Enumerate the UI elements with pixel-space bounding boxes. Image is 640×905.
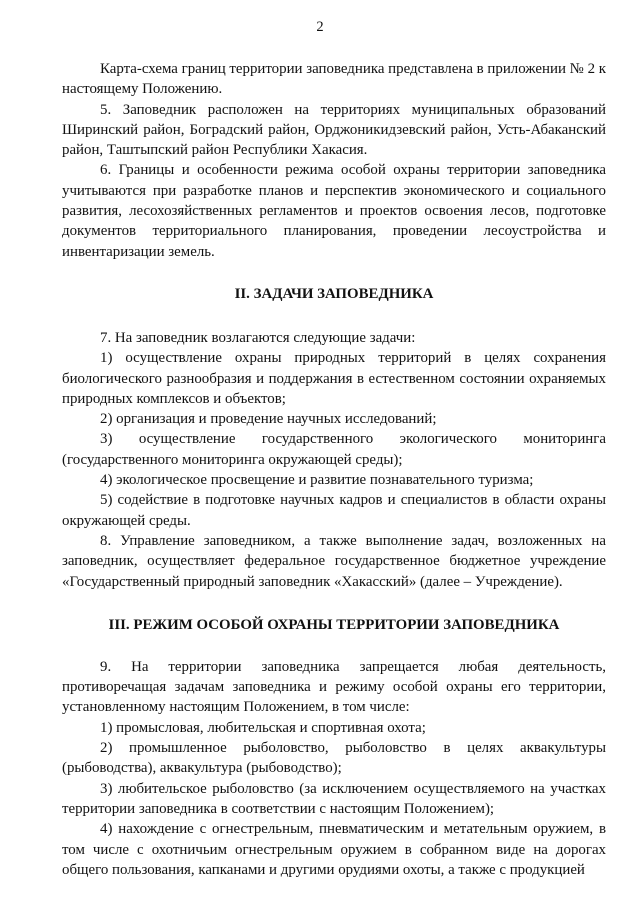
paragraph-5: 5. Заповедник расположен на территориях муниципальных образований Ширинский район, Боградский район, Орджоникидзевский район, Усть-Абаканский район, Таштыпский район Республики Хакасия.	[62, 101, 606, 159]
prohibition-item-3: 3) любительское рыболовство (за исключением осуществляемого на участках территории заповедника в соответствии с настоящим Положением);	[62, 780, 606, 817]
task-item-1: 1) осуществление охраны природных территорий в целях сохранения биологического разнообразия и поддержания в естественном состоянии охраняемых природных комплексов и объектов;	[62, 350, 606, 407]
task-item-2: 2) организация и проведение научных исследований;	[100, 411, 437, 428]
section-protection-regime	[62, 657, 606, 880]
task-item-4: 4) экологическое просвещение и развитие познавательного туризма;	[100, 472, 534, 489]
paragraph-7: 7. На заповедник возлагаются следующие задачи:	[100, 329, 416, 346]
page-number: 2	[316, 19, 324, 35]
prohibition-item-4: 4) нахождение с огнестрельным, пневматическим и метательным оружием, в том числе с охотничьим огнестрельным оружием в собранном виде на дорогах общего пользования, капканами и другими орудиями охоты, а также с продукцией	[62, 821, 606, 878]
paragraph-6: 6. Границы и особенности режима особой охраны территории заповедника учитываются при разработке планов и перспектив экономического и социального развития, лесохозяйственных регламентов и проектов освоения лесов, подготовке документов территориального планирования, проведении лесоустройства и инвентаризации земель.	[62, 162, 606, 260]
document-body	[62, 59, 606, 880]
prohibition-item-2: 2) промышленное рыболовство, рыболовство в целях аквакультуры (рыбоводства), аквакультура (рыбоводство);	[62, 740, 606, 777]
prohibition-item-1: 1) промысловая, любительская и спортивная охота;	[100, 719, 426, 736]
section-heading-tasks: II. ЗАДАЧИ ЗАПОВЕДНИКА	[234, 285, 434, 302]
section-heading-protection-regime: III. РЕЖИМ ОСОБОЙ ОХРАНЫ ТЕРРИТОРИИ ЗАПОВЕДНИКА	[108, 616, 560, 633]
section-tasks	[62, 328, 606, 592]
paragraph-8: 8. Управление заповедником, а также выполнение задач, возложенных на заповедник, осуществляет федеральное государственное бюджетное учреждение «Государственный природный заповедник «Хакасский» (далее – Учреждение).	[62, 532, 606, 590]
paragraph-9: 9. На территории заповедника запрещается любая деятельность, противоречащая задачам заповедника и режиму особой охраны его территории, установленному настоящим Положением, в том числе:	[62, 658, 606, 716]
task-item-3: 3) осуществление государственного экологического мониторинга (государственного мониторинга окружающей среды);	[62, 431, 606, 468]
paragraph-map-reference: Карта-схема границ территории заповедника представлена в приложении № 2 к настоящему Положению.	[62, 61, 606, 98]
task-item-5: 5) содействие в подготовке научных кадров и специалистов в области охраны окружающей среды.	[62, 492, 606, 529]
